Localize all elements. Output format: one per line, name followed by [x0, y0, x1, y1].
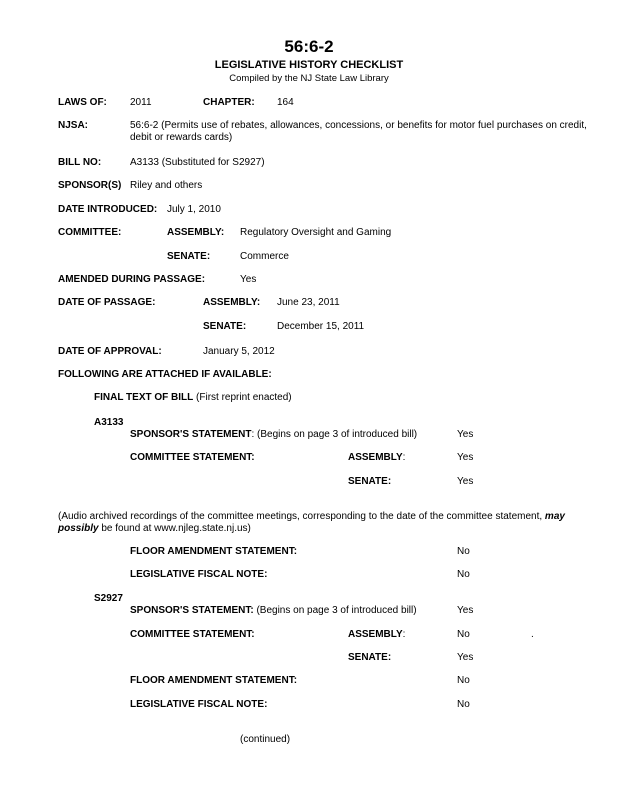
sponsor-label: SPONSOR(S): [58, 180, 122, 191]
s2927-sponsor-statement-note: (Begins on page 3 of introduced bill): [253, 605, 417, 616]
stray-period-mark: .: [531, 629, 534, 640]
a3133-committee-statement-label: COMMITTEE STATEMENT:: [130, 452, 255, 463]
a3133-committee-assembly: [348, 452, 405, 463]
njsa-label: NJSA:: [58, 120, 89, 131]
s2927-floor-amendment-value: No: [457, 675, 470, 686]
s2927-committee-statement-label: COMMITTEE STATEMENT:: [130, 629, 255, 640]
s2927-committee-assembly-value: No: [457, 629, 470, 640]
attached-heading: FOLLOWING ARE ATTACHED IF AVAILABLE:: [58, 369, 272, 380]
s2927-committee-assembly-label: ASSEMBLY: [348, 629, 403, 640]
bill-a3133-label: A3133: [94, 417, 124, 428]
a3133-fiscal-note-label: LEGISLATIVE FISCAL NOTE:: [130, 569, 268, 580]
date-introduced-value: July 1, 2010: [167, 204, 221, 215]
a3133-committee-assembly-colon: :: [402, 452, 406, 463]
chapter-value: 164: [277, 97, 294, 108]
a3133-sponsor-statement-value: Yes: [457, 429, 474, 440]
final-text-note: (First reprint enacted): [196, 392, 292, 403]
bill-no-value: A3133 (Substituted for S2927): [130, 157, 265, 168]
date-introduced-label: DATE INTRODUCED:: [58, 204, 158, 215]
committee-label: COMMITTEE:: [58, 227, 122, 238]
compiled-by: Compiled by the NJ State Law Library: [229, 73, 389, 84]
section-number: 56:6-2: [284, 37, 334, 56]
committee-senate-label: SENATE:: [167, 251, 211, 262]
a3133-sponsor-statement-label: SPONSOR'S STATEMENT: [130, 429, 252, 440]
bill-s2927-label: S2927: [94, 593, 123, 604]
passage-assembly-label: ASSEMBLY:: [203, 297, 261, 308]
amended-value: Yes: [240, 274, 257, 285]
final-text-line: [94, 392, 292, 403]
continued-note: (continued): [240, 734, 291, 745]
s2927-sponsor-statement: [130, 605, 417, 616]
a3133-floor-amendment-value: No: [457, 546, 470, 557]
final-text-label: FINAL TEXT OF BILL: [94, 392, 194, 403]
s2927-sponsor-statement-label: SPONSOR'S STATEMENT:: [130, 605, 254, 616]
a3133-committee-senate-label: SENATE:: [348, 476, 392, 487]
a3133-committee-senate-value: Yes: [457, 476, 474, 487]
a3133-committee-assembly-label: ASSEMBLY: [348, 452, 403, 463]
document-title: LEGISLATIVE HISTORY CHECKLIST: [214, 59, 404, 71]
s2927-fiscal-note-label: LEGISLATIVE FISCAL NOTE:: [130, 699, 268, 710]
chapter-label: CHAPTER:: [203, 97, 255, 108]
passage-label: DATE OF PASSAGE:: [58, 297, 156, 308]
audio-note-text-1: (Audio archived recordings of the committee meetings, corresponding to the date of the committee statement,: [58, 511, 545, 522]
s2927-committee-assembly: [348, 629, 405, 640]
s2927-committee-senate-label: SENATE:: [348, 652, 392, 663]
bill-no-label: BILL NO:: [58, 157, 102, 168]
s2927-floor-amendment-label: FLOOR AMENDMENT STATEMENT:: [130, 675, 298, 686]
a3133-fiscal-note-value: No: [457, 569, 470, 580]
audio-note-emphasis: may possibly: [58, 511, 565, 534]
approval-value: January 5, 2012: [203, 346, 275, 357]
committee-assembly-value: Regulatory Oversight and Gaming: [240, 227, 392, 238]
s2927-sponsor-statement-value: Yes: [457, 605, 474, 616]
s2927-committee-assembly-colon: :: [402, 629, 406, 640]
laws-of-label: LAWS OF:: [58, 97, 107, 108]
audio-archive-note: [58, 511, 608, 534]
a3133-sponsor-statement: [130, 429, 417, 440]
njsa-value: 56:6-2 (Permits use of rebates, allowances, concessions, or benefits for motor fuel purchases on credit, debit or rewards cards): [130, 120, 587, 143]
approval-label: DATE OF APPROVAL:: [58, 346, 162, 357]
sponsor-value: Riley and others: [130, 180, 203, 191]
passage-senate-value: December 15, 2011: [277, 321, 365, 332]
committee-assembly-label: ASSEMBLY:: [167, 227, 225, 238]
s2927-committee-senate-value: Yes: [457, 652, 474, 663]
passage-senate-label: SENATE:: [203, 321, 247, 332]
passage-assembly-value: June 23, 2011: [277, 297, 340, 308]
s2927-fiscal-note-value: No: [457, 699, 470, 710]
a3133-committee-assembly-value: Yes: [457, 452, 474, 463]
a3133-floor-amendment-label: FLOOR AMENDMENT STATEMENT:: [130, 546, 298, 557]
committee-senate-value: Commerce: [240, 251, 289, 262]
laws-of-value: 2011: [130, 97, 152, 108]
audio-note-text-2: be found at www.njleg.state.nj.us): [98, 522, 251, 534]
amended-label: AMENDED DURING PASSAGE:: [58, 274, 206, 285]
a3133-sponsor-statement-note: : (Begins on page 3 of introduced bill): [251, 429, 418, 440]
